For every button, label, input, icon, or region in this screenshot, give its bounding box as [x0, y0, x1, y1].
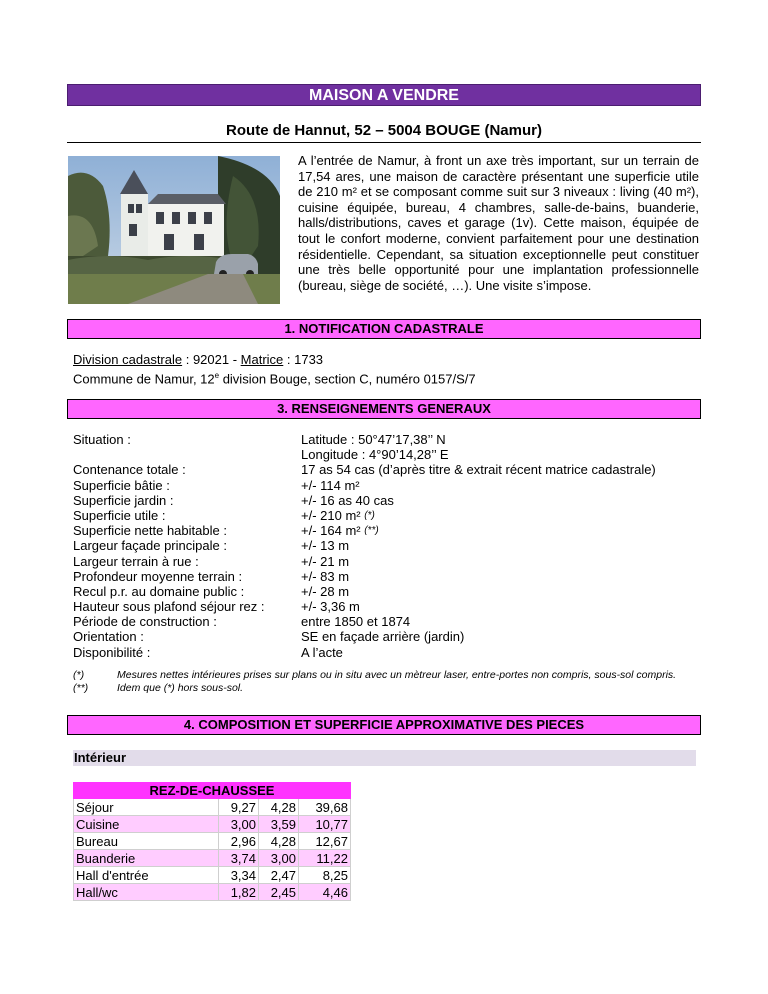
info-value: +/- 83 m [301, 568, 350, 584]
commune-text-b: division Bouge, section C, numéro 0157/S/7 [219, 371, 476, 387]
house-photo-image [68, 156, 280, 304]
rooms-table-title: REZ-DE-CHAUSSEE [74, 783, 351, 799]
info-label: Superficie nette habitable : [73, 523, 227, 539]
info-row [73, 523, 703, 538]
table-row [74, 833, 351, 850]
section-rooms-heading [67, 715, 701, 735]
room-name: Hall d'entrée [74, 867, 219, 884]
info-label: Orientation : [73, 629, 144, 645]
info-label: Largeur terrain à rue : [73, 553, 199, 569]
table-row [74, 867, 351, 884]
info-note: (*) [364, 509, 375, 521]
info-value: +/- 21 m [301, 553, 350, 569]
footnote [73, 669, 693, 682]
info-value: A l’acte [301, 644, 343, 660]
room-area: 39,68 [299, 799, 351, 816]
room-name: Buanderie [74, 850, 219, 867]
room-dim-a: 3,34 [219, 867, 259, 884]
info-label [73, 447, 301, 462]
room-dim-a: 9,27 [219, 799, 259, 816]
info-note: (**) [364, 525, 379, 537]
house-photo [68, 156, 280, 304]
room-area: 10,77 [299, 816, 351, 833]
info-row [73, 538, 703, 553]
info-value: Latitude : 50°47’17,38’’ N [301, 432, 446, 447]
page-title: MAISON A VENDRE [309, 87, 459, 104]
info-row [73, 569, 703, 584]
interior-label: Intérieur [74, 750, 127, 765]
cadastral-commune-line [73, 368, 693, 387]
matrice-label: Matrice [240, 352, 284, 367]
section-general-heading [67, 399, 701, 419]
room-dim-b: 3,00 [259, 850, 299, 867]
footnote-key: (**) [73, 681, 89, 694]
info-value: 17 as 54 cas (d’après titre & extrait récent matrice cadastrale) [301, 462, 656, 478]
room-dim-b: 2,47 [259, 867, 299, 884]
table-row [74, 884, 351, 901]
cadastral-division-line [73, 352, 693, 368]
section-cadastral-heading [67, 319, 701, 339]
info-row [73, 447, 703, 462]
footnote-text: Mesures nettes intérieures prises sur plans ou in situ avec un mètreur laser, entre-portes non compris, sous-sol compris. [117, 669, 677, 681]
info-label: Période de construction : [73, 614, 217, 630]
info-label: Contenance totale : [73, 462, 186, 478]
info-value: +/- 13 m [301, 538, 350, 554]
info-row [73, 629, 703, 644]
info-value: +/- 164 m² [301, 523, 365, 539]
room-name: Cuisine [74, 816, 219, 833]
info-row [73, 478, 703, 493]
info-value: +/- 16 as 40 cas [301, 492, 394, 508]
info-row [73, 493, 703, 508]
footnote-key: (*) [73, 669, 85, 681]
room-area: 12,67 [299, 833, 351, 850]
info-row [73, 645, 703, 660]
info-row [73, 554, 703, 569]
info-label: Superficie jardin : [73, 492, 174, 508]
table-row [74, 799, 351, 816]
footnote [73, 682, 693, 695]
info-label: Situation : [73, 432, 131, 447]
info-label: Disponibilité : [73, 644, 151, 660]
info-row [73, 432, 703, 447]
commune-text-a: Commune de Namur, 12 [73, 371, 215, 387]
info-row [73, 614, 703, 629]
room-dim-a: 3,74 [219, 850, 259, 867]
division-value: : 92021 - [182, 352, 241, 367]
room-name: Séjour [74, 799, 219, 816]
interior-subheading [73, 750, 696, 766]
info-row [73, 584, 703, 599]
info-value: SE en façade arrière (jardin) [301, 629, 465, 645]
room-dim-b: 4,28 [259, 799, 299, 816]
address-text: Route de Hannut, 52 – 5004 BOUGE (Namur) [226, 122, 542, 139]
room-area: 4,46 [299, 884, 351, 901]
info-label: Hauteur sous plafond séjour rez : [73, 599, 265, 615]
room-area: 11,22 [299, 850, 351, 867]
info-value: +/- 114 m² [301, 477, 360, 493]
room-dim-b: 3,59 [259, 816, 299, 833]
general-info-list [73, 432, 703, 660]
section-cadastral-title: 1. NOTIFICATION CADASTRALE [284, 321, 484, 336]
commune-sup: e [214, 371, 220, 380]
table-row [74, 816, 351, 833]
room-dim-a: 3,00 [219, 816, 259, 833]
info-value: +/- 28 m [301, 583, 350, 599]
info-label: Profondeur moyenne terrain : [73, 568, 243, 584]
matrice-value: : 1733 [283, 352, 324, 367]
info-label: Superficie bâtie : [73, 477, 170, 493]
info-value: entre 1850 et 1874 [301, 614, 411, 630]
room-name: Hall/wc [74, 884, 219, 901]
page-title-banner [67, 84, 701, 106]
section-rooms-title: 4. COMPOSITION ET SUPERFICIE APPROXIMATIVE DES PIECES [183, 717, 585, 732]
info-value: +/- 3,36 m [301, 599, 360, 615]
room-dim-a: 1,82 [219, 884, 259, 901]
room-dim-a: 2,96 [219, 833, 259, 850]
info-label: Superficie utile : [73, 507, 166, 523]
info-row [73, 462, 703, 477]
footnotes [73, 669, 693, 694]
info-row [73, 508, 703, 523]
info-value: +/- 210 m² [301, 507, 365, 523]
property-address [67, 121, 701, 143]
property-description: A l’entrée de Namur, à front un axe très important, sur un terrain de 17,54 ares, une maison de caractère présentant une superficie utile de 210 m² et se composant comme suit sur 3 niveaux : living (40 m²), cuisine équipée, bureau, 4 chambres, salle-de-bains, buanderie, halls/distributions, caves et garage (1v). Cette maison, équipée de tout le confort moderne, convient parfaitement pour une destination résidentielle. Cependant, sa situation exceptionnelle peut constituer une très belle opportunité pour une implantation professionnelle (bureau, siège de société, …). Une visite s’impose. [298, 153, 699, 293]
rooms-table-header [74, 783, 351, 799]
room-name: Bureau [74, 833, 219, 850]
room-area: 8,25 [299, 867, 351, 884]
cadastral-info [73, 352, 693, 387]
rooms-table [73, 782, 351, 901]
info-value: Longitude : 4°90’14,28’’ E [301, 447, 449, 463]
room-dim-b: 2,45 [259, 884, 299, 901]
division-label: Division cadastrale [73, 352, 183, 367]
room-dim-b: 4,28 [259, 833, 299, 850]
info-label: Recul p.r. au domaine public : [73, 583, 245, 599]
info-row [73, 599, 703, 614]
section-general-title: 3. RENSEIGNEMENTS GENERAUX [277, 401, 491, 416]
table-row [74, 850, 351, 867]
footnote-text: Idem que (*) hors sous-sol. [117, 681, 244, 694]
info-label: Largeur façade principale : [73, 538, 227, 554]
